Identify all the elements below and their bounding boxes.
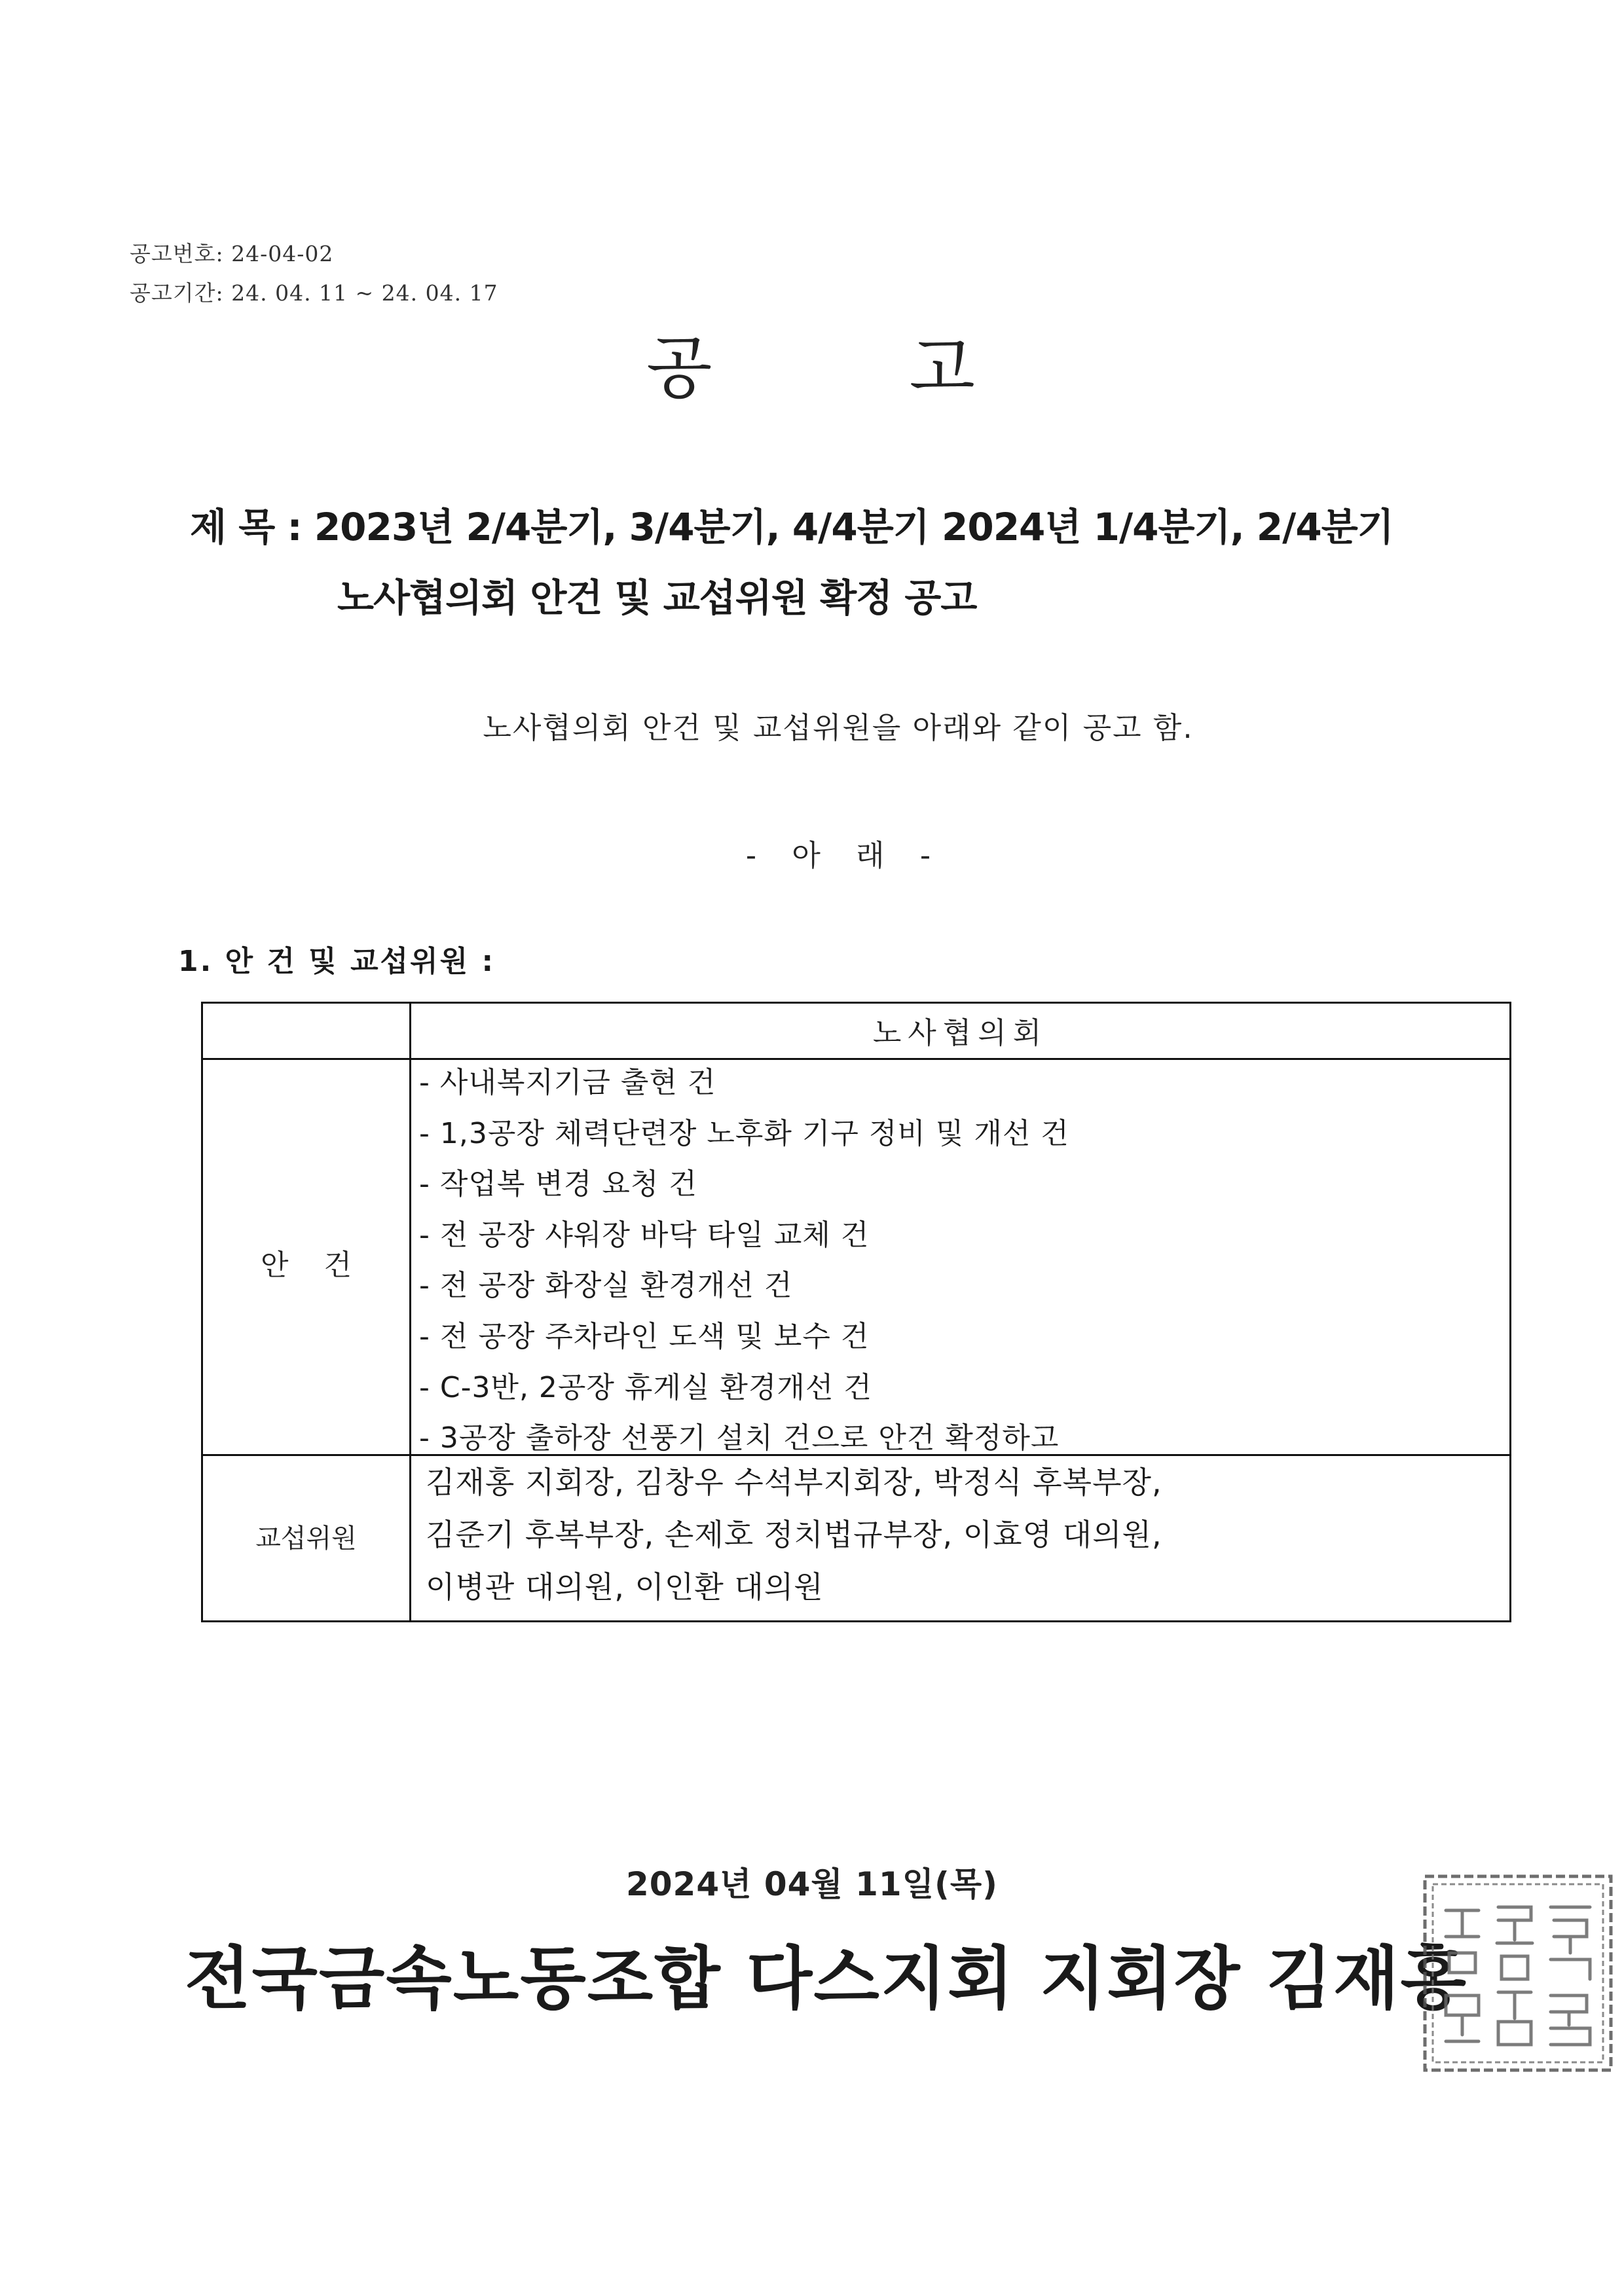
document-date: 2024년 04월 11일(목): [625, 1865, 999, 1903]
official-seal-icon: [1420, 1871, 1616, 2075]
agenda-table: [201, 1002, 1511, 1622]
subject-line-2: 노사협의회 안건 및 교섭위원 확정 공고: [337, 575, 977, 620]
agenda-label: 안 건: [261, 1248, 352, 1282]
intro-text: 노사협의회 안건 및 교섭위원을 아래와 같이 공고 함.: [483, 710, 1194, 745]
table-header: 노사협의회: [872, 1015, 1048, 1050]
members-label: 교섭위원: [255, 1523, 357, 1554]
agenda-item: - 전 공장 주차라인 도색 및 보수 건: [419, 1319, 870, 1353]
agenda-item: - 사내복지기금 출현 건: [419, 1066, 716, 1099]
agenda-item: - 3공장 출하장 선풍기 설치 건으로 안건 확정하고: [419, 1421, 1060, 1455]
signature-line: 전국금속노동조합 다스지회 지회장 김재홍: [185, 1939, 1467, 2018]
table-column-divider: [409, 1004, 411, 1620]
notice-number: 공고번호: 24-04-02: [130, 241, 334, 266]
members-line: 김재홍 지회장, 김창우 수석부지회장, 박정식 후복부장,: [426, 1465, 1162, 1500]
members-list: [426, 1458, 1162, 1615]
notice-period: 공고기간: 24. 04. 11 ~ 24. 04. 17: [130, 280, 498, 306]
agenda-item: - 작업복 변경 요청 건: [419, 1167, 697, 1201]
members-line: 이병관 대의원, 이인환 대의원: [426, 1569, 824, 1605]
document-title: 공 고: [646, 328, 978, 408]
section-heading: 1. 안 건 및 교섭위원 :: [178, 945, 496, 978]
below-marker: - 아 래 -: [745, 838, 931, 873]
agenda-list: [419, 1060, 1069, 1467]
agenda-item: - 전 공장 화장실 환경개선 건: [419, 1269, 793, 1303]
agenda-item: - C-3반, 2공장 휴게실 환경개선 건: [419, 1370, 872, 1404]
agenda-item: - 1,3공장 체력단련장 노후화 기구 정비 및 개선 건: [419, 1116, 1069, 1150]
members-line: 김준기 후복부장, 손제호 정치법규부장, 이효영 대의원,: [426, 1517, 1162, 1552]
agenda-item: - 전 공장 샤워장 바닥 타일 교체 건: [419, 1218, 870, 1252]
subject-line-1: 제 목 : 2023년 2/4분기, 3/4분기, 4/4분기 2024년 1/4분기, 2/4분기: [190, 505, 1393, 549]
